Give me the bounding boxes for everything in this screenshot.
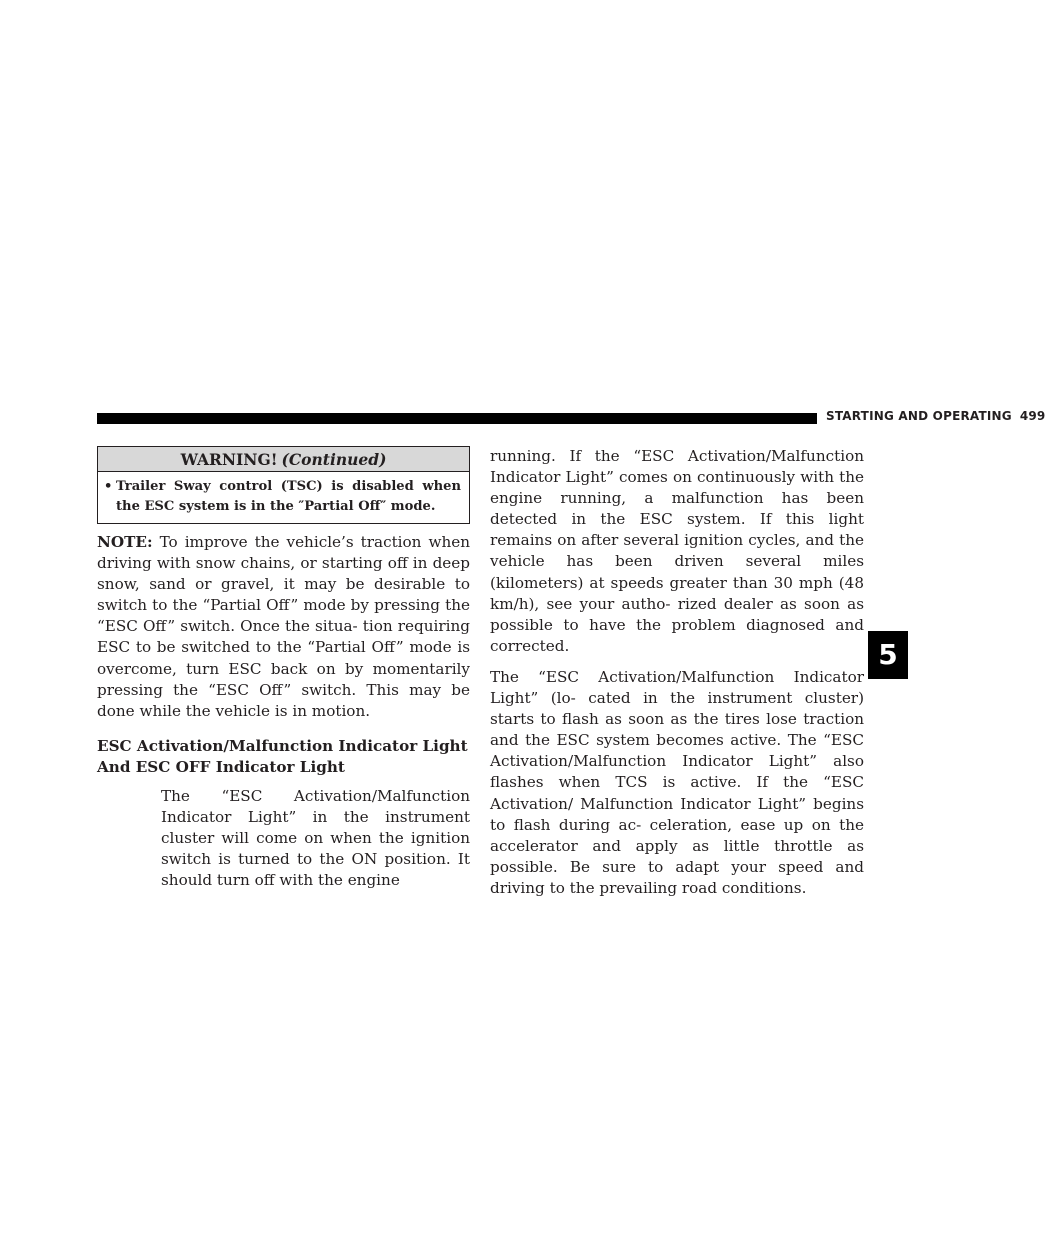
note-label: NOTE: — [97, 533, 153, 551]
warning-item — [98, 472, 469, 523]
note-paragraph — [97, 532, 470, 722]
page-number: 499 — [1019, 409, 1045, 423]
warning-box — [97, 446, 470, 524]
chapter-tab: 5 — [868, 631, 908, 679]
running-header — [826, 409, 1045, 423]
warning-title: WARNING! — [180, 450, 278, 469]
left-column — [97, 446, 470, 901]
section-subheading: ESC Activation/Malfunction Indicator Light And ESC OFF Indicator Light — [97, 736, 468, 776]
section-title: STARTING AND OPERATING — [826, 409, 1012, 423]
flash-paragraph: The “ESC Activation/Malfunction Indicator Light” (lo- cated in the instrument cluster) starts to flash as soon as the tires lose traction and the ESC system becomes active. The “ESC Activation/Malfunction Indicator Light” also flashes when TCS is active. If the “ESC Activation/ Malfunction Indicator Light” begins to flash during ac- celeration, ease up on the accelerator and apply as little throttle as possible. Be sure to adapt your speed and driving to the prevailing road conditions. — [490, 667, 864, 897]
warning-continued: (Continued) — [281, 450, 387, 469]
note-text: To improve the vehicle’s traction when driving with snow chains, or starting off in deep snow, sand or gravel, it may be desirable to switch to the “Partial Off” mode by pressing the “ESC Off” switch. Once the situa- tion requiring ESC to be switched to the “Partial Off” mode is overcome, turn ESC back on by momentarily pressing the “ESC Off” switch. This may be done while the vehicle is in motion. — [97, 533, 470, 720]
right-column — [490, 446, 864, 909]
indicator-paragraph: The “ESC Activation/Malfunction Indicator Light” in the instrument cluster will come on when the ignition switch is turned to the ON position. It should turn off with the engine — [161, 786, 470, 890]
header-rule — [97, 413, 817, 424]
warning-header — [98, 447, 469, 472]
bullet: • — [104, 479, 113, 494]
malfunction-paragraph: running. If the “ESC Activation/Malfunction Indicator Light” comes on continuously with the engine running, a malfunction has been detected in the ESC system. If this light remains on after several ignition cycles, and the vehicle has been driven several miles (kilometers) at speeds greater than 30 mph (48 km/h), see your autho- rized dealer as soon as possible to have the problem diagnosed and corrected. — [490, 447, 864, 655]
warning-text: Trailer Sway control (TSC) is disabled when the ESC system is in the ″Partial Off″ mode. — [116, 479, 461, 514]
